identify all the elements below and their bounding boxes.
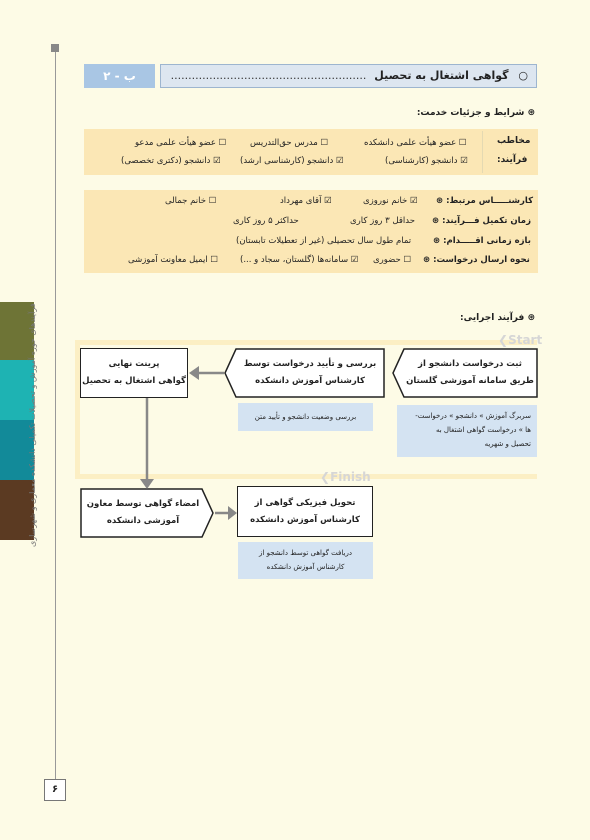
checkbox-empty-icon: ☐ — [317, 138, 329, 148]
option-lecturer[interactable]: ☐ مدرس حق‌التدریس — [250, 138, 329, 148]
option-faculty[interactable]: ☐ عضو هیأت علمی دانشکده — [364, 138, 467, 148]
checkbox-checked-icon: ☑ — [321, 196, 332, 206]
start-label: ❮Start — [498, 333, 543, 347]
window-label: بازه زمانی اقـــــدام: ⊛ — [433, 236, 531, 246]
title-bullet: ○ — [518, 69, 528, 82]
expert-1[interactable]: ☑ خانم نوروزی — [363, 196, 418, 206]
checkbox-checked-icon: ☑ — [210, 156, 221, 166]
checkbox-checked-icon: ☑ — [457, 156, 468, 166]
side-vertical-text: فرآیندهای حوزه آموزش و تحصیلات تکمیلی دانشکده معماری و شهرسازی — [28, 303, 37, 547]
step-3-print: پرینت نهایی گواهی اشتغال به تحصیل — [80, 348, 188, 398]
step-1-register: ثبت درخواست دانشجو از طریق سامانه آموزشی گلستان — [406, 359, 534, 386]
step-2-review: بررسی و تأیید درخواست توسط کارشناس آموزش دانشکده — [243, 359, 377, 386]
conditions-heading: ⊛ شرایط و جزئیات خدمت: — [416, 108, 535, 118]
section-code-badge: ب - ۲ — [84, 64, 155, 88]
step-4-sign: امضاء گواهی توسط معاون آموزشی دانشکده — [86, 499, 200, 526]
chevron-left-icon: ❮ — [320, 470, 331, 484]
checkbox-checked-icon: ☑ — [333, 156, 344, 166]
submit-label: نحوه ارسال درخواست: ⊛ — [423, 255, 530, 265]
experts-label: کارشنـــــاس مرتبط: ⊛ — [436, 196, 534, 206]
checkbox-empty-icon: ☐ — [456, 138, 467, 148]
submit-email[interactable]: ☐ ایمیل معاونت آموزشی — [128, 255, 219, 265]
checkbox-empty-icon: ☐ — [206, 196, 217, 206]
arrowhead-left — [189, 366, 199, 380]
checkbox-checked-icon: ☑ — [407, 196, 418, 206]
section-title: گواهی اشتغال به تحصیل — [374, 69, 509, 82]
page-number: ۶ — [44, 779, 66, 801]
audience-label-line1: مخاطب — [497, 136, 531, 146]
audience-label-line2: فرآیند: — [497, 155, 528, 165]
chevron-left-icon: ❮ — [498, 333, 509, 347]
submit-in-person[interactable]: ☐ حضوری — [373, 255, 412, 265]
checkbox-empty-icon: ☐ — [207, 255, 219, 265]
note-step-1: سربرگ آموزش » دانشجو » درخواست- ها » درخواست گواهی اشتغال به تحصیل و شهریه — [397, 405, 537, 457]
heading-bullet: ⊛ — [524, 313, 535, 323]
checkbox-empty-icon: ☐ — [400, 255, 412, 265]
window-value: تمام طول سال تحصیلی (غیر از تعطیلات تابستان) — [236, 236, 412, 246]
note-step-5: دریافت گواهی توسط دانشجو از کارشناس آموزش دانشکده — [238, 542, 373, 579]
heading-bullet: ⊛ — [524, 108, 535, 118]
submit-systems[interactable]: ☑ سامانه‌ها (گلستان، سجاد و ...) — [240, 255, 359, 265]
time-max: حداکثر ۵ روز کاری — [233, 216, 299, 226]
process-heading: ⊛ فرآیند اجرایی: — [460, 313, 535, 323]
step-5-deliver: تحویل فیزیکی گواهی از کارشناس آموزش دانشکده — [237, 486, 373, 537]
option-guest-faculty[interactable]: ☐ عضو هیأت علمی مدعو — [135, 138, 227, 148]
checkbox-checked-icon: ☑ — [348, 255, 359, 265]
expert-2[interactable]: ☑ آقای مهرداد — [280, 196, 332, 206]
option-phd[interactable]: ☑ دانشجو (دکتری تخصصی) — [121, 156, 221, 166]
title-leader-dots: ........................................................ — [170, 69, 367, 82]
expert-3[interactable]: ☐ خانم جمالی — [165, 196, 217, 206]
finish-label: ❮Finish — [320, 470, 371, 484]
note-step-2: بررسی وضعیت دانشجو و تأیید متن — [238, 403, 373, 431]
option-bachelor[interactable]: ☑ دانشجو (کارشناسی) — [385, 156, 468, 166]
checkbox-empty-icon: ☐ — [215, 138, 227, 148]
arrowhead-right — [228, 506, 237, 520]
option-master[interactable]: ☑ دانشجو (کارشناسی ارشد) — [240, 156, 344, 166]
time-label: زمان تکمیل فـــرآیند: ⊛ — [432, 216, 531, 226]
time-min: حداقل ۳ روز کاری — [350, 216, 415, 226]
arrowhead-down — [140, 479, 154, 489]
